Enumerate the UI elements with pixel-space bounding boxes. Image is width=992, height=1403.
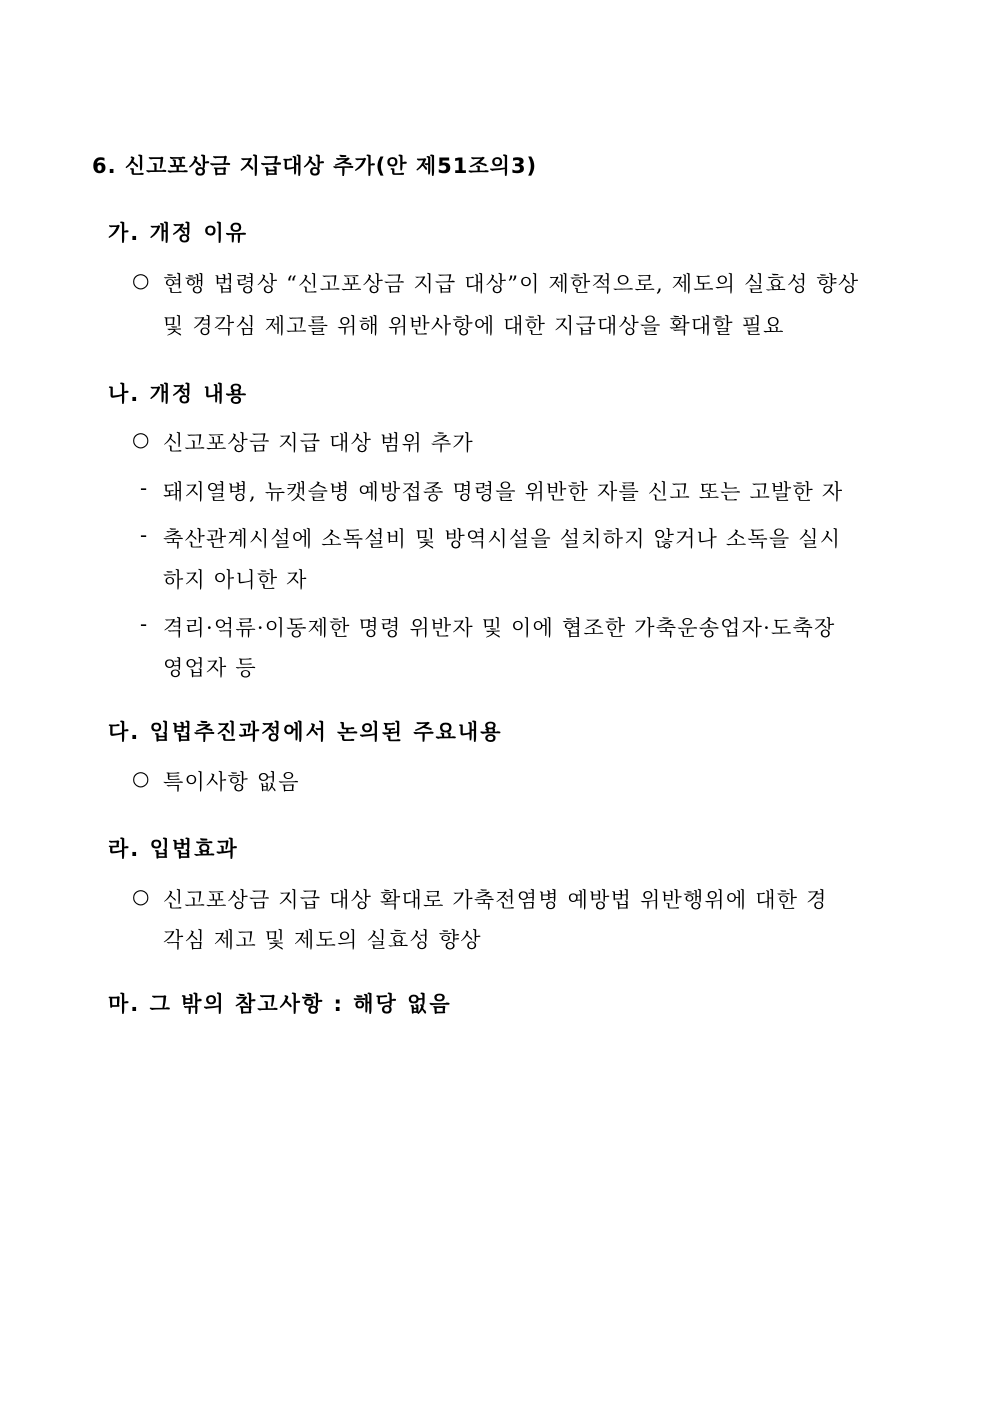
section-title: 6. 신고포상금 지급대상 추가(안 제51조의3): [92, 154, 538, 178]
na-item-2-line1: 축산관계시설에 소독설비 및 방역시설을 설치하지 않거나 소독을 실시: [163, 527, 842, 551]
heading-ma: 마. 그 밖의 참고사항 : 해당 없음: [108, 992, 452, 1016]
ra-paragraph-line2: 각심 제고 및 제도의 실효성 향상: [163, 928, 482, 952]
dash-icon: -: [140, 523, 149, 547]
na-item-2-line2: 하지 아니한 자: [163, 568, 308, 592]
na-item-1-line1: 돼지열병, 뉴캣슬병 예방접종 명령을 위반한 자를 신고 또는 고발한 자: [163, 480, 844, 504]
heading-na: 나. 개정 내용: [108, 382, 249, 406]
da-bullet-text: 특이사항 없음: [163, 770, 300, 794]
ga-paragraph-line1: 현행 법령상 “신고포상금 지급 대상”이 제한적으로, 제도의 실효성 향상: [163, 272, 860, 296]
heading-ra: 라. 입법효과: [108, 837, 239, 861]
na-bullet-text: 신고포상금 지급 대상 범위 추가: [163, 431, 474, 455]
dash-icon: -: [140, 476, 149, 500]
heading-da: 다. 입법추진과정에서 논의된 주요내용: [108, 720, 503, 744]
bullet-circle-icon: ○: [132, 427, 150, 451]
dash-icon: -: [140, 612, 149, 636]
bullet-circle-icon: ○: [132, 884, 150, 908]
ra-paragraph-line1: 신고포상금 지급 대상 확대로 가축전염병 예방법 위반행위에 대한 경: [163, 888, 828, 912]
heading-ga: 가. 개정 이유: [108, 221, 249, 245]
na-item-3-line2: 영업자 등: [163, 656, 257, 680]
bullet-circle-icon: ○: [132, 766, 150, 790]
na-item-3-line1: 격리·억류·이동제한 명령 위반자 및 이에 협조한 가축운송업자·도축장: [163, 616, 836, 640]
ga-paragraph-line2: 및 경각심 제고를 위해 위반사항에 대한 지급대상을 확대할 필요: [163, 314, 785, 338]
bullet-circle-icon: ○: [132, 268, 150, 292]
